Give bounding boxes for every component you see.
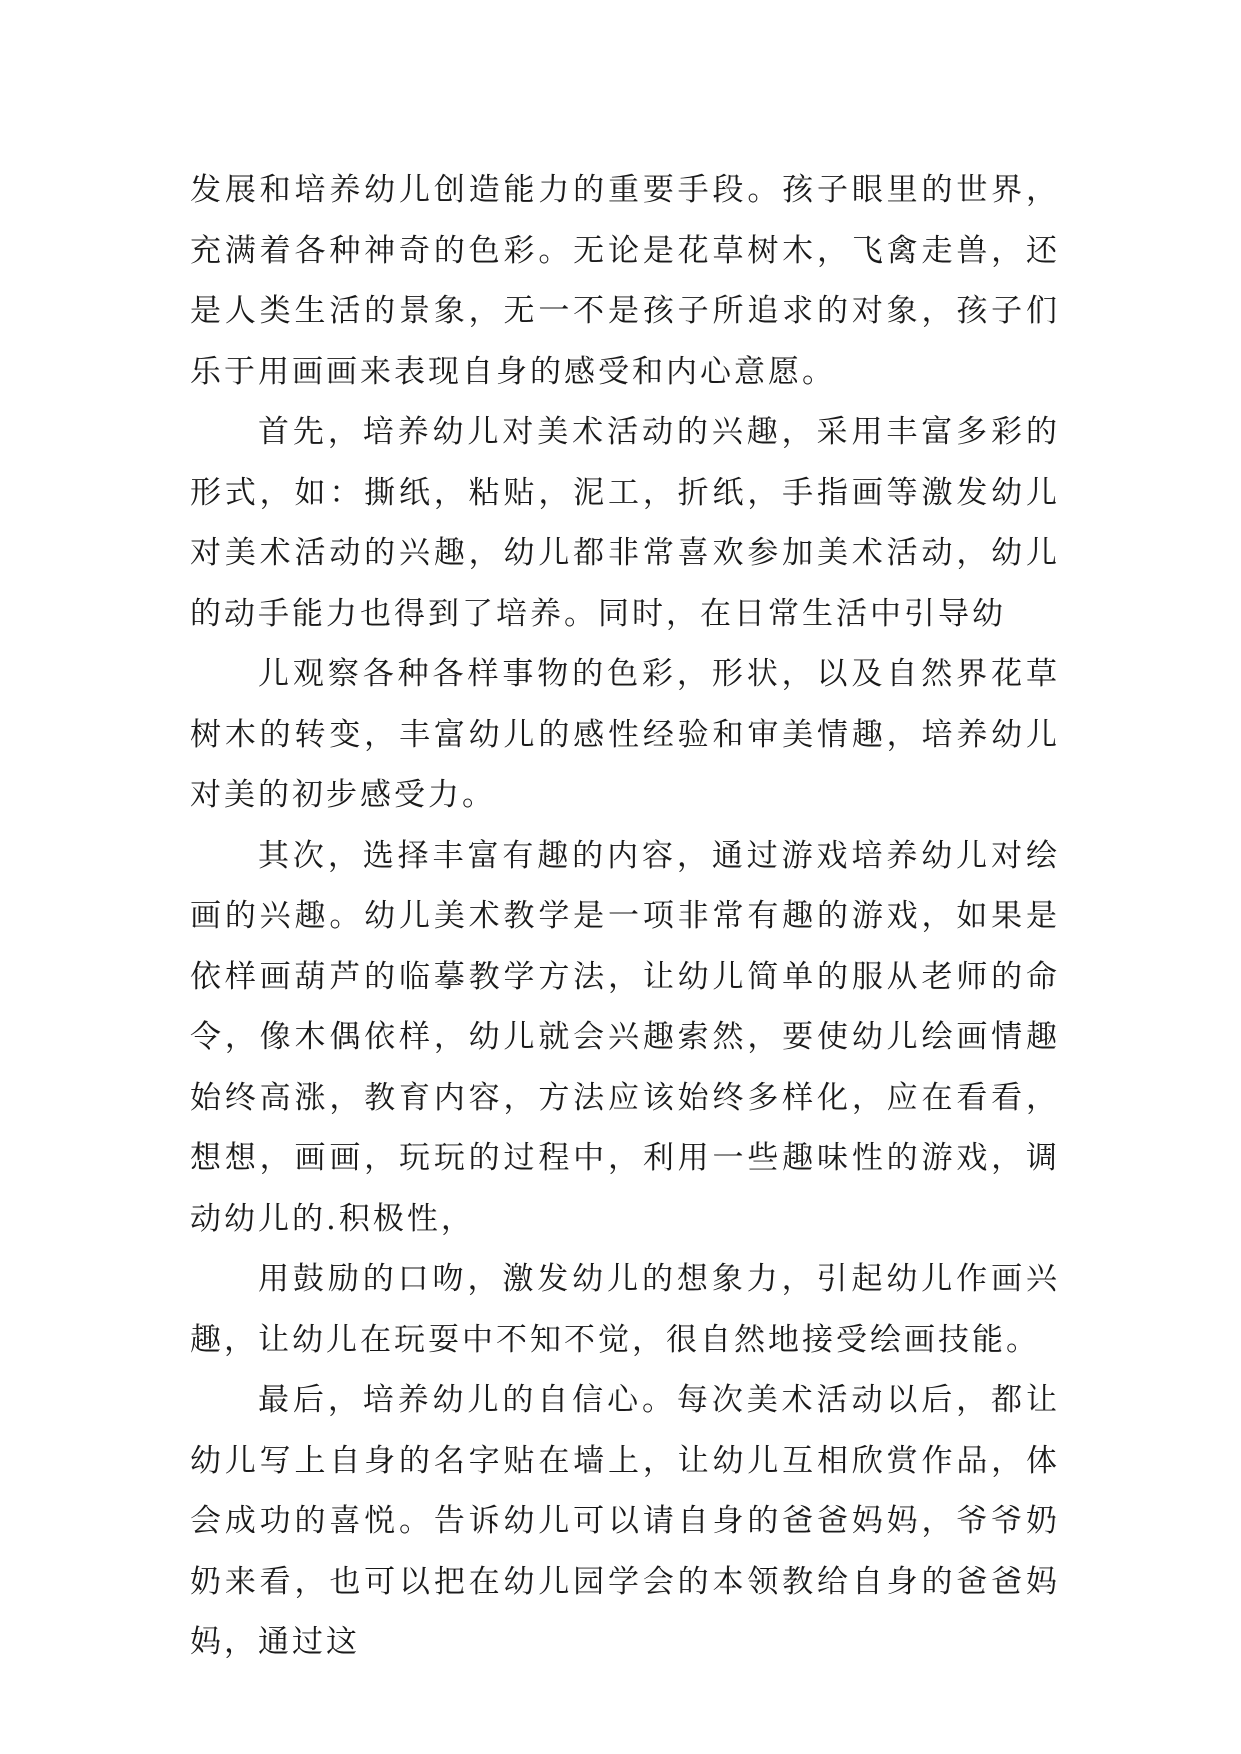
paragraph-1: 发展和培养幼儿创造能力的重要手段。孩子眼里的世界，充满着各种神奇的色彩。无论是花草树木，飞禽走兽，还是人类生活的景象，无一不是孩子所追求的对象，孩子们乐于用画画来表现自身的感受和内心意愿。 [190,172,1060,390]
body-text [190,160,1060,1673]
paragraph-5: 用鼓励的口吻，激发幼儿的想象力，引起幼儿作画兴趣，让幼儿在玩耍中不知不觉，很自然地接受绘画技能。 [190,1261,1060,1358]
paragraph-3: 儿观察各种各样事物的色彩，形状，以及自然界花草树木的转变，丰富幼儿的感性经验和审美情趣，培养幼儿对美的初步感受力。 [190,656,1060,813]
paragraph-2: 首先，培养幼儿对美术活动的兴趣，采用丰富多彩的形式，如：撕纸，粘贴，泥工，折纸，手指画等激发幼儿对美术活动的兴趣，幼儿都非常喜欢参加美术活动，幼儿的动手能力也得到了培养。同时，在日常生活中引导幼 [190,414,1060,632]
paragraph-6: 最后，培养幼儿的自信心。每次美术活动以后，都让幼儿写上自身的名字贴在墙上，让幼儿互相欣赏作品，体会成功的喜悦。告诉幼儿可以请自身的爸爸妈妈，爷爷奶奶来看，也可以把在幼儿园学会的本领教给自身的爸爸妈妈，通过这 [190,1382,1060,1660]
paragraph-4: 其次，选择丰富有趣的内容，通过游戏培养幼儿对绘画的兴趣。幼儿美术教学是一项非常有趣的游戏，如果是依样画葫芦的临摹教学方法，让幼儿简单的服从老师的命令，像木偶依样，幼儿就会兴趣索然，要使幼儿绘画情趣始终高涨，教育内容，方法应该始终多样化，应在看看，想想，画画，玩玩的过程中，利用一些趣味性的游戏，调动幼儿的.积极性， [190,837,1060,1237]
